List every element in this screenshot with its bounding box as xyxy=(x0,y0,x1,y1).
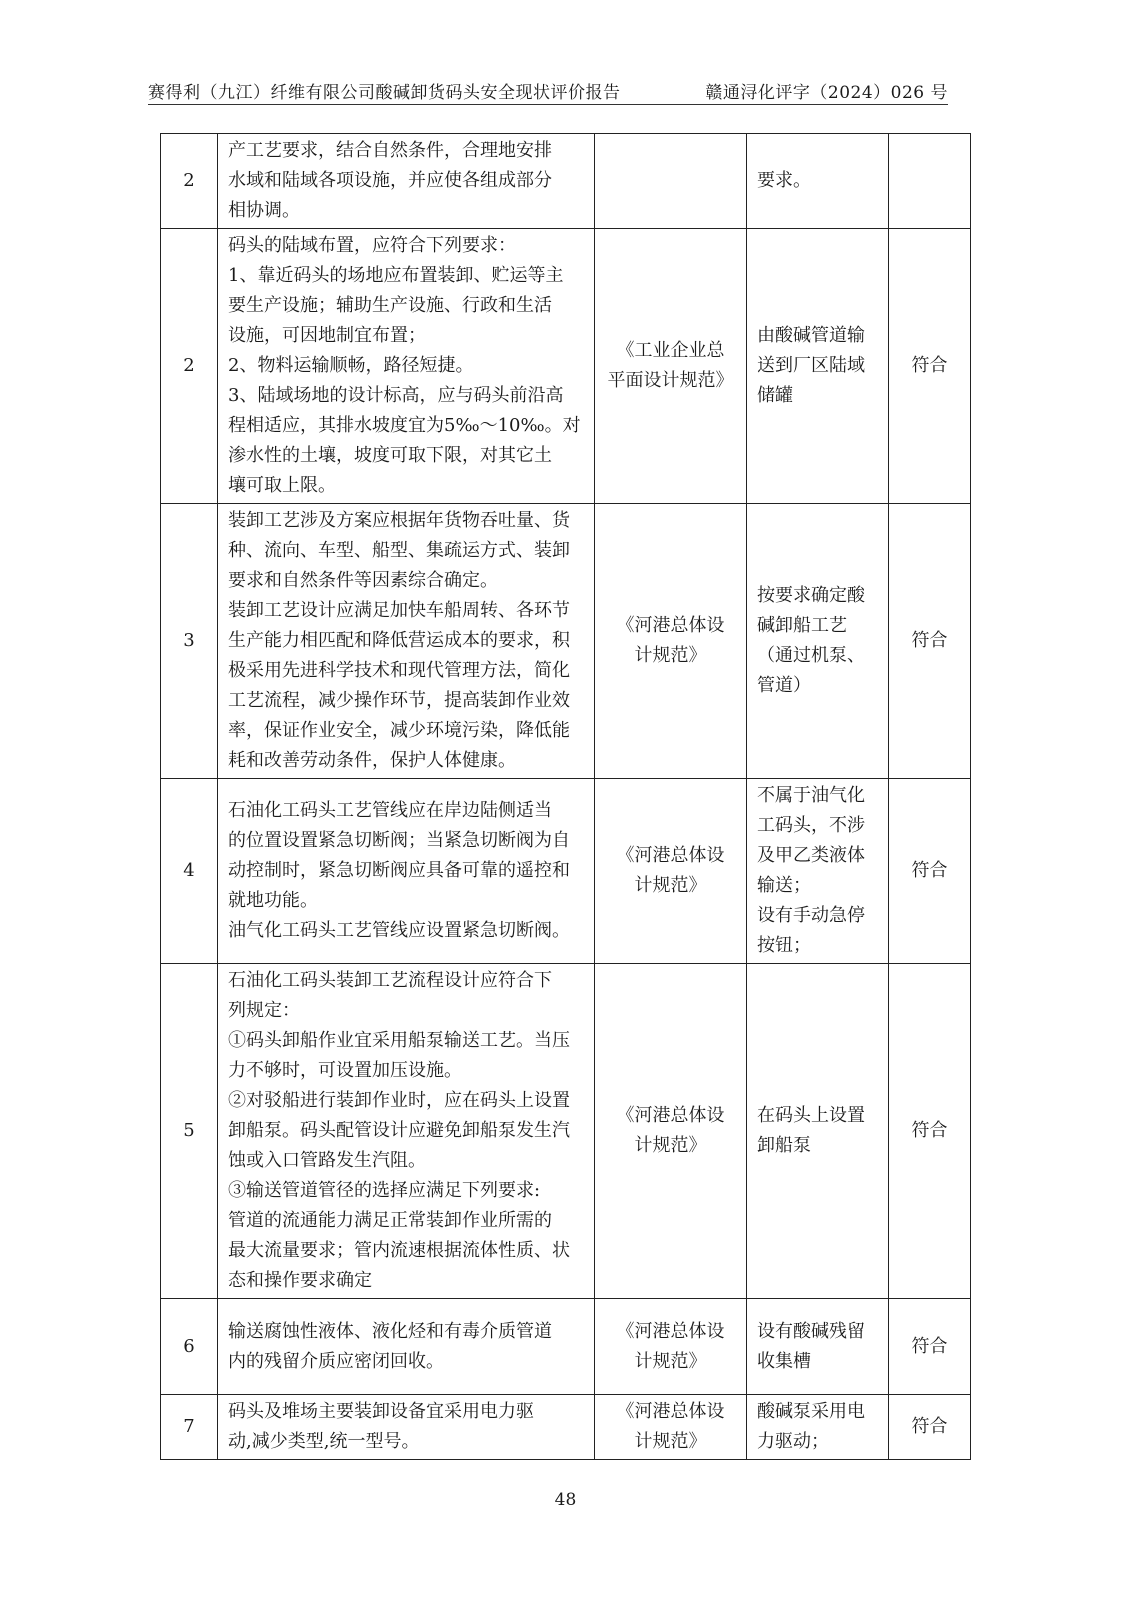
requirement-line: 力不够时，可设置加压设施。 xyxy=(228,1060,462,1081)
requirement-line: ①码头卸船作业宜采用船泵输送工艺。当压 xyxy=(228,1030,570,1051)
actual-line: 不属于油气化 xyxy=(757,785,865,806)
requirement-cell xyxy=(218,1299,595,1395)
requirement-line: 就地功能。 xyxy=(228,890,318,911)
requirement-line: 码头及堆场主要装卸设备宜采用电力驱 xyxy=(228,1401,534,1422)
row-number: 4 xyxy=(183,860,195,881)
requirement-cell xyxy=(218,229,595,504)
requirement-line: 码头的陆域布置，应符合下列要求： xyxy=(228,235,516,256)
requirement-line: 1、靠近码头的场地应布置装卸、贮运等主 xyxy=(228,265,564,286)
requirement-line: 工艺流程，减少操作环节，提高装卸作业效 xyxy=(228,690,570,711)
requirement-line: 卸船泵。码头配管设计应避免卸船泵发生汽 xyxy=(228,1120,570,1141)
table-row xyxy=(161,779,971,964)
requirement-line: 动控制时，紧急切断阀应具备可靠的遥控和 xyxy=(228,860,570,881)
row-number-cell xyxy=(161,1299,218,1395)
actual-situation-cell xyxy=(747,504,889,779)
table-row xyxy=(161,1395,971,1460)
requirement-line: 输送腐蚀性液体、液化烃和有毒介质管道 xyxy=(228,1320,552,1342)
requirement-line: 最大流量要求；管内流速根据流体性质、状 xyxy=(228,1240,570,1261)
table-row xyxy=(161,229,971,504)
actual-line: （通过机泵、 xyxy=(757,645,865,666)
row-number: 3 xyxy=(183,630,195,651)
requirement-line: ②对驳船进行装卸作业时，应在码头上设置 xyxy=(228,1090,570,1111)
actual-line: 设有酸碱残留 xyxy=(757,1320,865,1342)
row-number-cell xyxy=(161,229,218,504)
row-number: 6 xyxy=(183,1335,195,1357)
requirement-cell xyxy=(218,134,595,229)
basis-cell xyxy=(595,229,747,504)
result-text: 符合 xyxy=(911,355,948,376)
row-number: 2 xyxy=(183,355,195,376)
requirement-cell xyxy=(218,964,595,1299)
row-number: 7 xyxy=(183,1416,195,1437)
requirement-line: 蚀或入口管路发生汽阻。 xyxy=(228,1150,426,1171)
requirement-cell xyxy=(218,1395,595,1460)
row-number: 2 xyxy=(183,170,195,191)
basis-cell xyxy=(595,964,747,1299)
actual-situation-cell xyxy=(747,1299,889,1395)
requirement-line: 耗和改善劳动条件，保护人体健康。 xyxy=(228,750,516,771)
actual-line: 送到厂区陆域 xyxy=(757,355,865,376)
requirement-line: 态和操作要求确定 xyxy=(228,1270,372,1291)
actual-line: 卸船泵 xyxy=(757,1135,811,1156)
result-cell xyxy=(889,229,971,504)
evaluation-table-body xyxy=(161,134,971,1460)
requirement-line: 设施，可因地制宜布置； xyxy=(228,325,426,346)
requirement-line: 相协调。 xyxy=(228,200,300,221)
requirement-line: 油气化工码头工艺管线应设置紧急切断阀。 xyxy=(228,920,570,941)
requirement-line: 石油化工码头装卸工艺流程设计应符合下 xyxy=(228,970,552,991)
result-cell xyxy=(889,1299,971,1395)
evaluation-table xyxy=(160,133,971,1460)
basis-cell xyxy=(595,504,747,779)
row-number-cell xyxy=(161,504,218,779)
basis-line: 计规范》 xyxy=(634,875,707,896)
requirement-cell xyxy=(218,504,595,779)
actual-line: 收集槽 xyxy=(757,1350,811,1372)
basis-cell xyxy=(595,779,747,964)
actual-line: 管道） xyxy=(757,675,811,696)
requirement-line: 3、陆域场地的设计标高，应与码头前沿高 xyxy=(228,385,564,406)
report-number: 赣通浔化评字（2024）026 号 xyxy=(705,83,948,103)
result-text: 符合 xyxy=(911,1120,948,1141)
actual-line: 酸碱泵采用电 xyxy=(757,1401,865,1422)
requirement-line: 管道的流通能力满足正常装卸作业所需的 xyxy=(228,1210,552,1231)
header-divider xyxy=(148,104,948,105)
actual-line: 输送； xyxy=(757,875,811,896)
result-cell xyxy=(889,779,971,964)
basis-line: 计规范》 xyxy=(634,1431,707,1452)
basis-line: 《河港总体设 xyxy=(616,845,725,866)
actual-line: 工码头，不涉 xyxy=(757,815,865,836)
basis-line: 计规范》 xyxy=(634,1350,707,1372)
actual-line: 在码头上设置 xyxy=(757,1105,865,1126)
requirement-line: 石油化工码头工艺管线应在岸边陆侧适当 xyxy=(228,800,552,821)
row-number-cell xyxy=(161,779,218,964)
basis-line: 计规范》 xyxy=(634,645,707,666)
basis-line: 计规范》 xyxy=(634,1135,707,1156)
basis-line: 《河港总体设 xyxy=(616,1320,725,1342)
table-row xyxy=(161,504,971,779)
actual-situation-cell xyxy=(747,779,889,964)
requirement-line: 壤可取上限。 xyxy=(228,475,336,496)
row-number: 5 xyxy=(183,1120,195,1141)
result-cell xyxy=(889,134,971,229)
requirement-line: 列规定： xyxy=(228,1000,300,1021)
actual-line: 碱卸船工艺 xyxy=(757,615,847,636)
row-number-cell xyxy=(161,1395,218,1460)
report-title: 赛得利（九江）纤维有限公司酸碱卸货码头安全现状评价报告 xyxy=(148,83,621,103)
table-row xyxy=(161,964,971,1299)
result-text: 符合 xyxy=(911,860,948,881)
requirement-line: 装卸工艺设计应满足加快车船周转、各环节 xyxy=(228,600,570,621)
requirement-line: 产工艺要求，结合自然条件，合理地安排 xyxy=(228,140,552,161)
actual-line: 按要求确定酸 xyxy=(757,585,865,606)
page-header xyxy=(148,78,948,104)
actual-line: 及甲乙类液体 xyxy=(757,845,865,866)
result-cell xyxy=(889,964,971,1299)
requirement-line: 要生产设施；辅助生产设施、行政和生活 xyxy=(228,295,552,316)
requirement-line: 2、物料运输顺畅，路径短捷。 xyxy=(228,355,474,376)
result-text: 符合 xyxy=(911,630,948,651)
requirement-line: 率，保证作业安全，减少环境污染，降低能 xyxy=(228,720,570,741)
actual-line: 由酸碱管道输 xyxy=(757,325,865,346)
actual-situation-cell xyxy=(747,964,889,1299)
requirement-line: 程相适应，其排水坡度宜为5‰～10‰。对 xyxy=(228,415,581,436)
requirement-line: 内的残留介质应密闭回收。 xyxy=(228,1350,444,1372)
actual-line: 储罐 xyxy=(757,385,793,406)
row-number-cell xyxy=(161,134,218,229)
actual-line: 力驱动； xyxy=(757,1431,829,1452)
actual-situation-cell xyxy=(747,229,889,504)
basis-line: 平面设计规范》 xyxy=(607,370,734,391)
basis-line: 《河港总体设 xyxy=(616,1105,725,1126)
actual-line: 按钮； xyxy=(757,935,811,956)
result-text: 符合 xyxy=(911,1335,948,1357)
basis-cell xyxy=(595,1395,747,1460)
requirement-cell xyxy=(218,779,595,964)
requirement-line: 水域和陆域各项设施，并应使各组成部分 xyxy=(228,170,552,191)
result-cell xyxy=(889,1395,971,1460)
page-number: 48 xyxy=(554,1490,577,1510)
requirement-line: 动,减少类型,统一型号。 xyxy=(228,1431,420,1452)
requirement-line: 生产能力相匹配和降低营运成本的要求，积 xyxy=(228,630,570,651)
basis-line: 《河港总体设 xyxy=(616,615,725,636)
basis-line: 《河港总体设 xyxy=(616,1401,725,1422)
basis-cell xyxy=(595,1299,747,1395)
result-cell xyxy=(889,504,971,779)
actual-situation-cell xyxy=(747,134,889,229)
requirement-line: 种、流向、车型、船型、集疏运方式、装卸 xyxy=(228,540,570,561)
requirement-line: 渗水性的土壤，坡度可取下限，对其它土 xyxy=(228,445,552,466)
requirement-line: ③输送管道管径的选择应满足下列要求: xyxy=(228,1180,541,1201)
actual-line: 要求。 xyxy=(757,170,811,191)
requirement-line: 要求和自然条件等因素综合确定。 xyxy=(228,570,498,591)
basis-cell xyxy=(595,134,747,229)
table-row xyxy=(161,134,971,229)
requirement-line: 的位置设置紧急切断阀；当紧急切断阀为自 xyxy=(228,830,570,851)
actual-line: 设有手动急停 xyxy=(757,905,865,926)
actual-situation-cell xyxy=(747,1395,889,1460)
requirement-line: 装卸工艺涉及方案应根据年货物吞吐量、货 xyxy=(228,510,570,531)
result-text: 符合 xyxy=(911,1416,948,1437)
requirement-line: 极采用先进科学技术和现代管理方法，简化 xyxy=(228,660,570,681)
row-number-cell xyxy=(161,964,218,1299)
table-row xyxy=(161,1299,971,1395)
basis-line: 《工业企业总 xyxy=(616,340,725,361)
